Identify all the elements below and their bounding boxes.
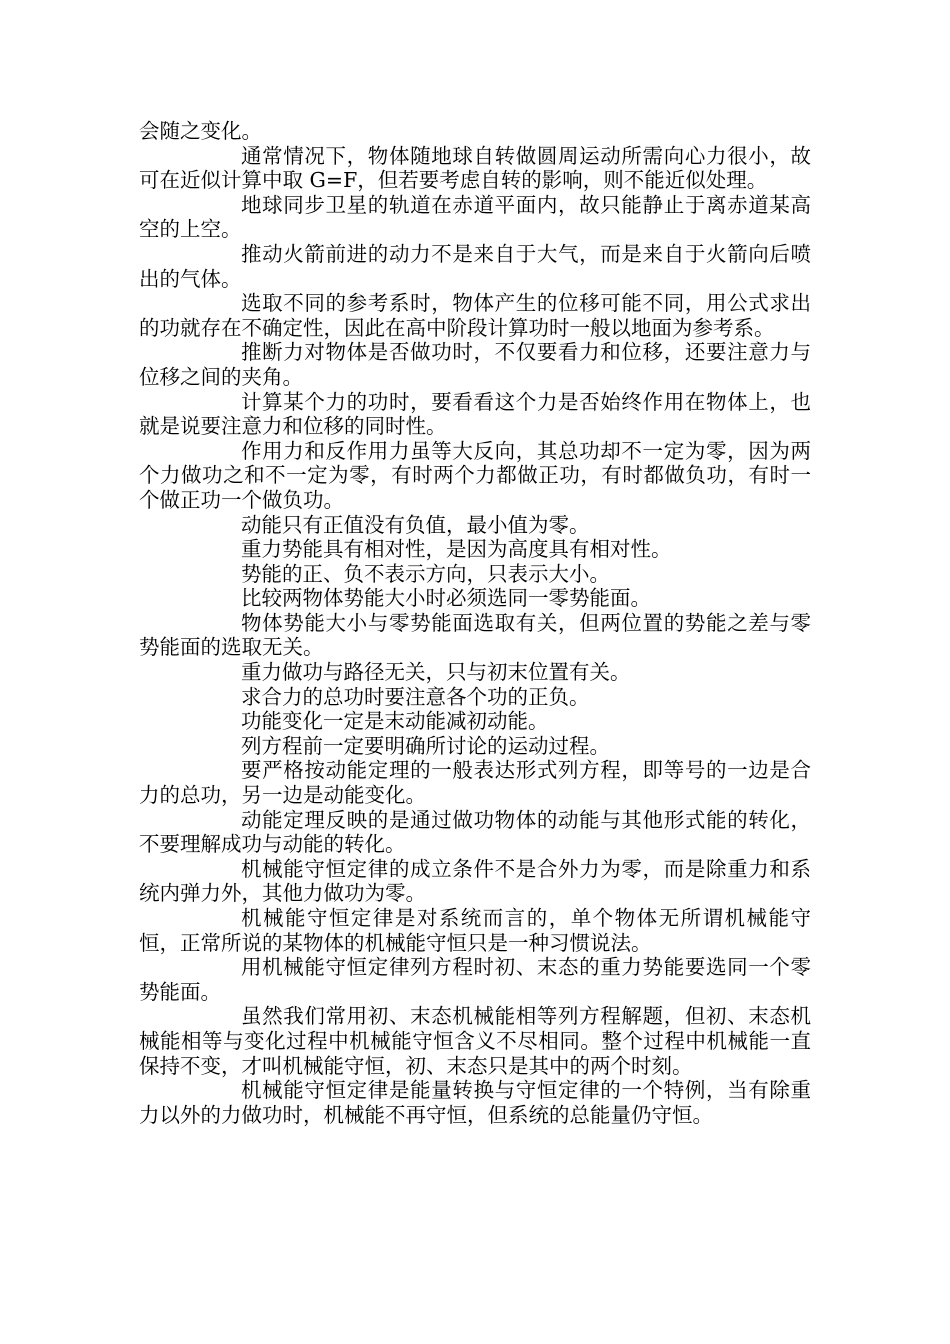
paragraph: 选取不同的参考系时，物体产生的位移可能不同，用公式求出的功就存在不确定性，因此在高中阶段计算功时一般以地面为参考系。 (139, 291, 811, 340)
paragraph: 物体势能大小与零势能面选取有关，但两位置的势能之差与零势能面的选取无关。 (139, 610, 811, 660)
paragraph: 动能只有正值没有负值，最小值为零。 (241, 512, 590, 537)
paragraph: 功能变化一定是末动能减初动能。 (241, 709, 549, 734)
paragraph: 机械能守恒定律是能量转换与守恒定律的一个特例，当有除重力以外的力做功时，机械能不再守恒，但系统的总能量仍守恒。 (139, 1078, 811, 1127)
paragraph: 虽然我们常用初、末态机械能相等列方程解题，但初、末态机械能相等与变化过程中机械能守恒含义不尽相同。整个过程中机械能一直保持不变，才叫机械能守恒，初、末态只是其中的两个时刻。 (139, 1004, 811, 1078)
paragraph: 会随之变化。 (139, 119, 262, 143)
paragraph: 机械能守恒定律的成立条件不是合外力为零，而是除重力和系统内弹力外，其他力做功为零。 (139, 856, 811, 906)
paragraph: 重力势能具有相对性，是因为高度具有相对性。 (241, 537, 672, 562)
paragraph: 地球同步卫星的轨道在赤道平面内，故只能静止于离赤道某高空的上空。 (139, 192, 811, 242)
paragraph: 势能的正、负不表示方向，只表示大小。 (241, 561, 610, 586)
paragraph: 求合力的总功时要注意各个功的正负。 (241, 684, 590, 709)
paragraph: 推断力对物体是否做功时，不仅要看力和位移，还要注意力与位移之间的夹角。 (139, 340, 811, 389)
paragraph: 推动火箭前进的动力不是来自于大气，而是来自于火箭向后喷出的气体。 (139, 241, 811, 291)
paragraph: 要严格按动能定理的一般表达形式列方程，即等号的一边是合力的总功，另一边是动能变化。 (139, 758, 811, 808)
paragraph: 计算某个力的功时，要看看这个力是否始终作用在物体上，也就是说要注意力和位移的同时性。 (139, 389, 811, 439)
paragraph: 比较两物体势能大小时必须选同一零势能面。 (241, 586, 651, 611)
paragraph: 用机械能守恒定律列方程时初、末态的重力势能要选同一个零势能面。 (139, 955, 811, 1004)
document-body (139, 119, 811, 1127)
paragraph: 重力做功与路径无关，只与初末位置有关。 (241, 660, 631, 685)
paragraph: 列方程前一定要明确所讨论的运动过程。 (241, 733, 610, 758)
paragraph: 机械能守恒定律是对系统而言的，单个物体无所谓机械能守恒，正常所说的某物体的机械能守恒只是一种习惯说法。 (139, 906, 811, 955)
paragraph: 通常情况下，物体随地球自转做圆周运动所需向心力很小，故可在近似计算中取 G=F，但若要考虑自转的影响，则不能近似处理。 (139, 143, 811, 193)
paragraph: 动能定理反映的是通过做功物体的动能与其他形式能的转化，不要理解成功与动能的转化。 (139, 807, 811, 857)
paragraph: 作用力和反作用力虽等大反向，其总功却不一定为零，因为两个力做功之和不一定为零，有时两个力都做正功，有时都做负功，有时一个做正功一个做负功。 (139, 438, 811, 512)
